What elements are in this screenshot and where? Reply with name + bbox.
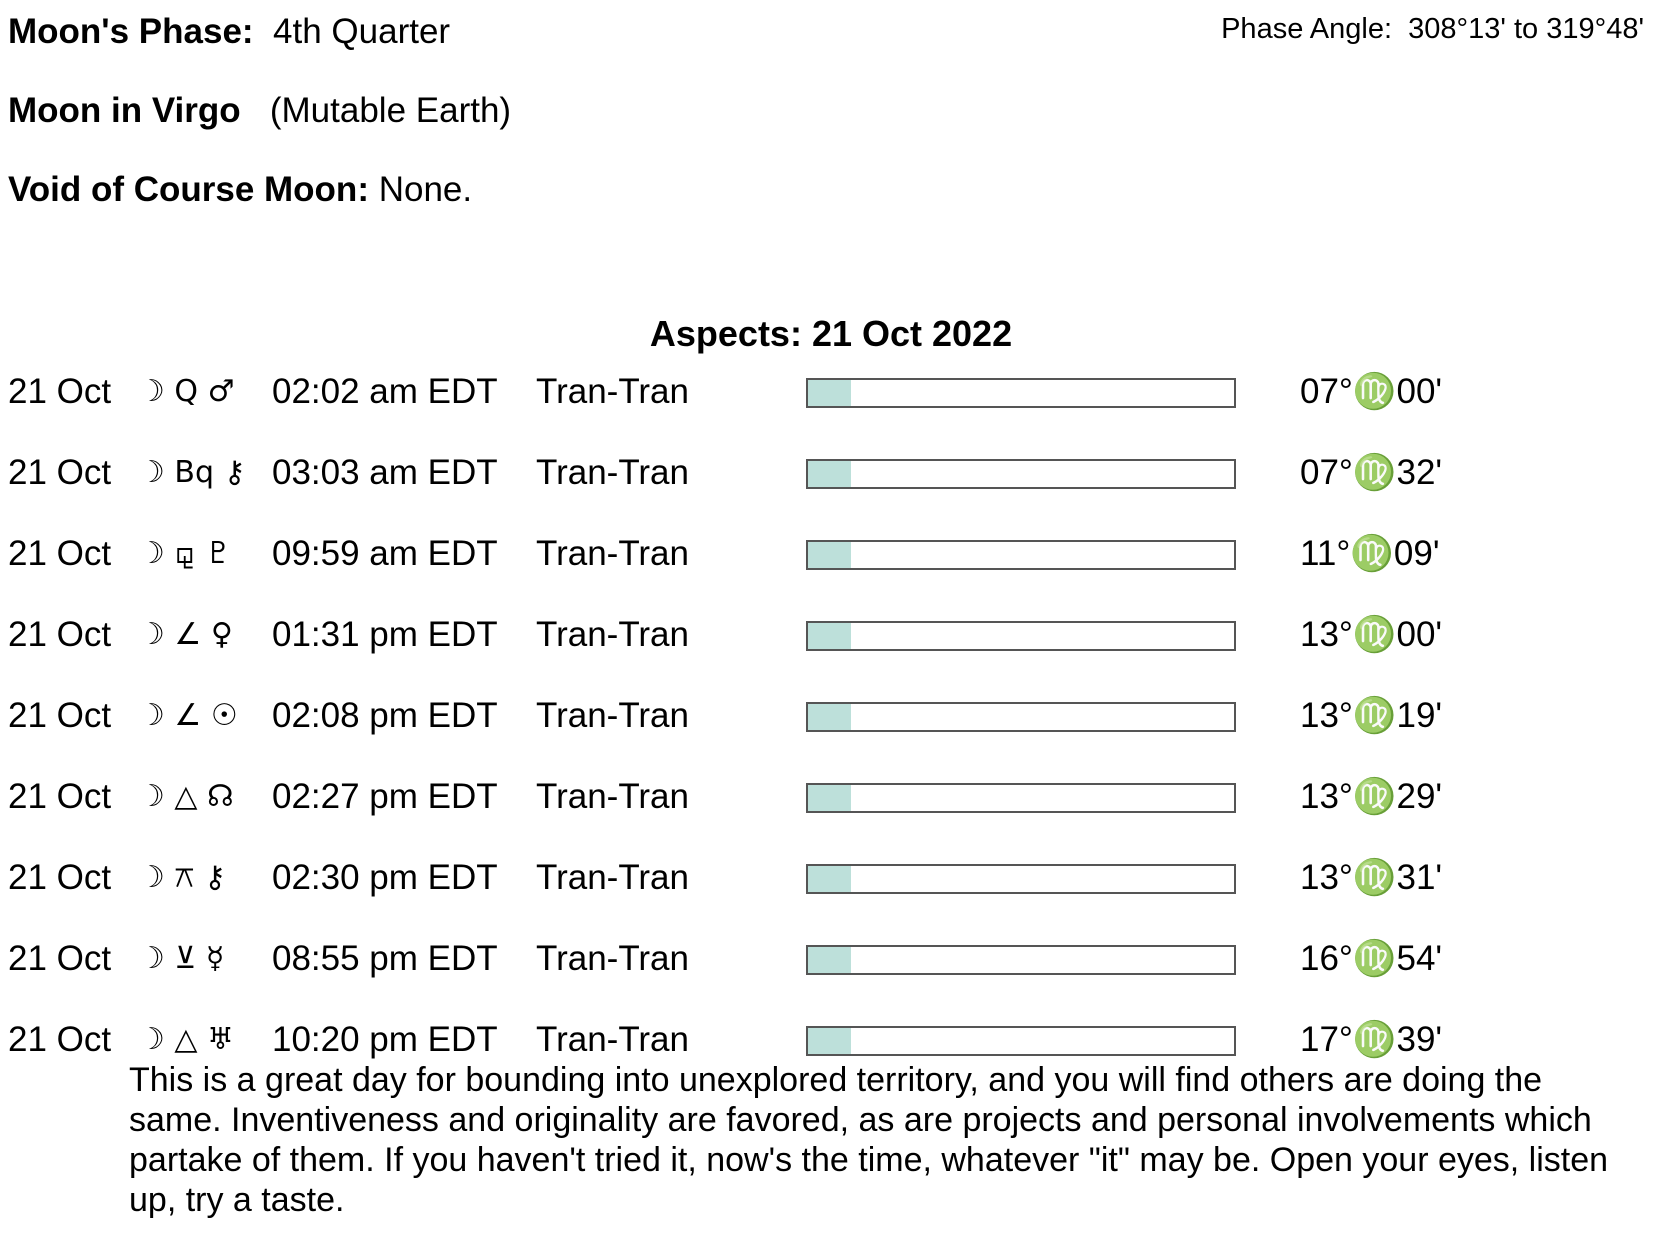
aspect-symbols: ☽ △ ♅ <box>138 1022 234 1057</box>
aspect-strength-bar <box>806 621 1236 651</box>
aspect-position: 13°♍31' <box>1300 858 1443 897</box>
aspect-row <box>0 696 1662 777</box>
aspect-strength-fill <box>808 380 851 406</box>
aspect-type: Tran-Tran <box>536 858 689 897</box>
aspect-strength-bar <box>806 864 1236 894</box>
aspect-strength-fill <box>808 542 851 568</box>
aspect-date: 21 Oct <box>8 453 112 492</box>
aspect-symbols: ☽ ⚻ ⚷ <box>138 860 226 895</box>
aspect-type: Tran-Tran <box>536 615 689 654</box>
aspect-row <box>0 777 1662 858</box>
phase-angle <box>1221 12 1644 46</box>
aspect-row <box>0 372 1662 453</box>
aspect-symbols: ☽ Bq ⚷ <box>138 455 246 490</box>
aspect-time: 01:31 pm EDT <box>272 615 498 654</box>
aspect-strength-fill <box>808 866 851 892</box>
aspect-strength-bar <box>806 783 1236 813</box>
aspect-row <box>0 939 1662 1020</box>
aspect-strength-fill <box>808 704 851 730</box>
aspect-strength-bar <box>806 459 1236 489</box>
aspect-time: 02:02 am EDT <box>272 372 498 411</box>
aspect-symbols: ☽ ⚼ ♇ <box>138 536 232 571</box>
aspect-symbols: ☽ ∠ ☉ <box>138 698 238 733</box>
aspect-position: 13°♍00' <box>1300 615 1443 654</box>
moon-phase-label: Moon's Phase: <box>8 12 254 51</box>
phase-angle-label: Phase Angle: <box>1221 13 1393 45</box>
aspect-strength-fill <box>808 623 851 649</box>
moon-phase-row <box>8 12 450 52</box>
aspect-time: 09:59 am EDT <box>272 534 498 573</box>
aspect-position: 13°♍19' <box>1300 696 1443 735</box>
aspect-date: 21 Oct <box>8 372 112 411</box>
aspect-time: 03:03 am EDT <box>272 453 498 492</box>
aspect-type: Tran-Tran <box>536 696 689 735</box>
phase-angle-value: 308°13' to 319°48' <box>1408 13 1644 45</box>
aspect-position: 13°♍29' <box>1300 777 1443 816</box>
aspect-symbols: ☽ ⊻ ☿ <box>138 941 225 976</box>
aspect-row <box>0 534 1662 615</box>
aspect-date: 21 Oct <box>8 1020 112 1059</box>
aspect-symbols: ☽ ∠ ♀ <box>138 617 233 652</box>
aspect-date: 21 Oct <box>8 777 112 816</box>
aspect-type: Tran-Tran <box>536 777 689 816</box>
aspect-strength-bar <box>806 540 1236 570</box>
aspect-position: 11°♍09' <box>1300 534 1440 573</box>
interpretation-text: This is a great day for bounding into unexplored territory, and you will find others are doing the same. Inventiveness and originality are favored, as are projects and personal involvements which partake of them. If you haven't tried it, now's the time, whatever "it" may be. Open your eyes, listen up, try a taste. <box>129 1061 1609 1219</box>
aspects-title: Aspects: 21 Oct 2022 <box>649 313 1013 354</box>
aspect-row <box>0 615 1662 696</box>
moon-sign-label: Moon in Virgo <box>8 91 241 130</box>
aspect-strength-bar <box>806 702 1236 732</box>
aspect-symbols: ☽ △ ☊ <box>138 779 234 814</box>
aspect-type: Tran-Tran <box>536 1020 689 1059</box>
aspect-date: 21 Oct <box>8 615 112 654</box>
aspect-type: Tran-Tran <box>536 453 689 492</box>
aspect-date: 21 Oct <box>8 858 112 897</box>
aspect-time: 02:30 pm EDT <box>272 858 498 897</box>
aspect-symbols: ☽ Q ♂ <box>138 374 235 409</box>
aspect-row <box>0 453 1662 534</box>
aspect-time: 02:27 pm EDT <box>272 777 498 816</box>
void-of-course-label: Void of Course Moon: <box>8 170 369 209</box>
aspect-time: 02:08 pm EDT <box>272 696 498 735</box>
aspect-strength-bar <box>806 378 1236 408</box>
void-of-course-value: None. <box>378 170 473 209</box>
aspect-strength-fill <box>808 785 851 811</box>
aspect-type: Tran-Tran <box>536 939 689 978</box>
aspect-list <box>0 372 1662 1101</box>
aspect-strength-fill <box>808 461 851 487</box>
moon-sign-detail: (Mutable Earth) <box>269 91 512 130</box>
void-of-course-row <box>8 170 472 210</box>
aspect-strength-bar <box>806 1026 1236 1056</box>
aspect-date: 21 Oct <box>8 939 112 978</box>
aspect-position: 17°♍39' <box>1300 1020 1443 1059</box>
aspect-time: 08:55 pm EDT <box>272 939 498 978</box>
moon-phase-value: 4th Quarter <box>273 12 451 51</box>
aspect-position: 07°♍00' <box>1300 372 1443 411</box>
aspect-row <box>0 858 1662 939</box>
aspect-strength-bar <box>806 945 1236 975</box>
aspect-position: 16°♍54' <box>1300 939 1443 978</box>
aspect-strength-fill <box>808 947 851 973</box>
aspect-type: Tran-Tran <box>536 372 689 411</box>
aspect-type: Tran-Tran <box>536 534 689 573</box>
aspect-strength-fill <box>808 1028 851 1054</box>
aspect-time: 10:20 pm EDT <box>272 1020 498 1059</box>
aspect-date: 21 Oct <box>8 534 112 573</box>
aspect-position: 07°♍32' <box>1300 453 1443 492</box>
aspect-date: 21 Oct <box>8 696 112 735</box>
moon-sign-row <box>8 91 511 131</box>
